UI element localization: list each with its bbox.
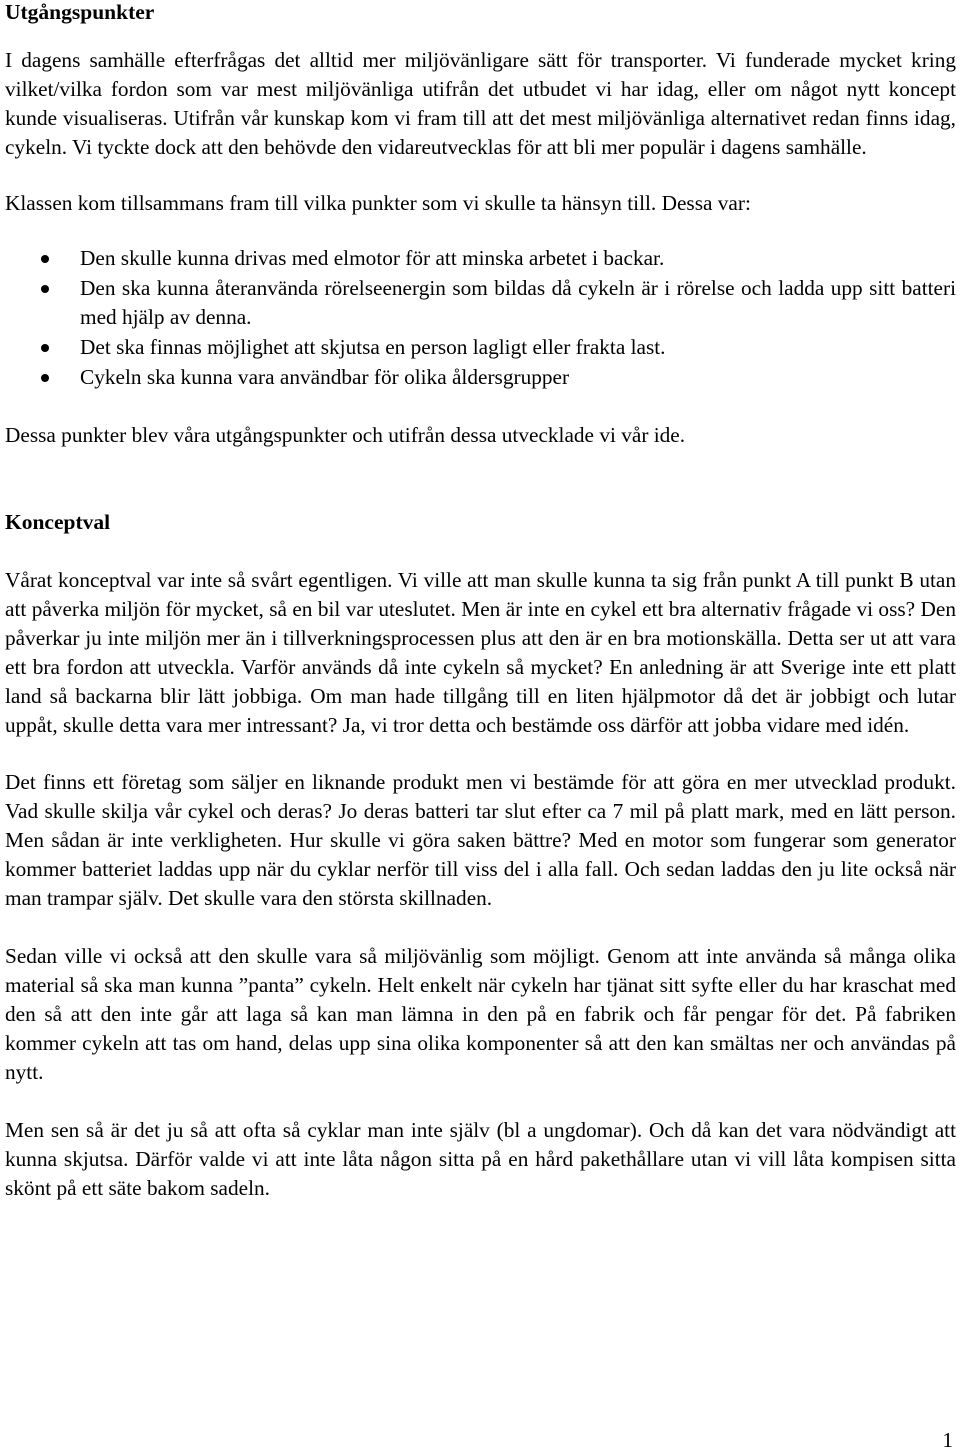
closing-paragraph: Dessa punkter blev våra utgångspunkter och utifrån dessa utvecklade vi vår ide. (5, 423, 686, 447)
bullet-icon (41, 374, 49, 382)
section-heading-utgangspunkter: Utgångspunkter (5, 0, 155, 24)
criteria-list (5, 244, 956, 392)
concept-paragraph: Men sen så är det ju så att ofta så cyklar man inte själv (bl a ungdomar). Och då kan det vara nödvändigt att kunna skjutsa. Därför valde vi att inte låta någon sitta på en hård pakethållare utan vi vill låta kompisen sitta skönt på ett säte bakom sadeln. (5, 1118, 956, 1200)
concept-paragraph: Det finns ett företag som säljer en liknande produkt men vi bestämde för att göra en mer utvecklad produkt. Vad skulle skilja vår cykel och deras? Jo deras batteri tar slut efter ca 7 mil på platt mark, med en lätt person. Men sådan är inte verkligheten. Hur skulle vi göra saken bättre? Med en motor som fungerar som generator kommer batteriet laddas upp när du cyklar nerför till viss del i alla fall. Och sedan laddas den ju lite också när man trampar själv. Det skulle vara den största skillnaden. (5, 770, 956, 910)
section-heading-konceptval: Konceptval (5, 510, 111, 534)
list-item-text: Den ska kunna återanvända rörelseenergin som bildas då cykeln är i rörelse och ladda upp sitt batteri med hjälp av denna. (80, 276, 956, 329)
list-item (5, 244, 956, 273)
list-item-text: Den skulle kunna drivas med elmotor för att minska arbetet i backar. (80, 246, 665, 270)
bullet-icon (41, 255, 49, 263)
concept-paragraph: Sedan ville vi också att den skulle vara så miljövänlig som möjligt. Genom att inte använda så många olika material så ska man kunna ”panta” cykeln. Helt enkelt när cykeln har tjänat sitt syfte eller du har kraschat med den så att den inte går att laga så kan man lämna in den på en fabrik och får pengar för det. På fabriken kommer cykeln att tas om hand, delas upp sina olika komponenter så att den kan smältas ner och användas på nytt. (5, 944, 956, 1084)
list-item (5, 333, 956, 362)
list-item-text: Cykeln ska kunna vara användbar för olika åldersgrupper (80, 365, 570, 389)
criteria-intro-paragraph: Klassen kom tillsammans fram till vilka punkter som vi skulle ta hänsyn till. Dessa var: (5, 191, 751, 215)
concept-paragraph: Vårat konceptval var inte så svårt egentligen. Vi ville att man skulle kunna ta sig från punkt A till punkt B utan att påverka miljön för mycket, så en bil var uteslutet. Men är inte en cykel ett bra alternativ frågade vi oss? Den påverkar ju inte miljön mer än i tillverkningsprocessen plus att den är en bra motionskälla. Detta ser ut att vara ett bra fordon att utveckla. Varför används då inte cykeln så mycket? En anledning är att Sverige inte ett platt land så backarna blir lätt jobbiga. Om man hade tillgång till en liten hjälpmotor då det är jobbigt och lutar uppåt, skulle detta vara mer intressant? Ja, vi tror detta och bestämde oss därför att jobba vidare med idén. (5, 568, 956, 737)
list-item-text: Det ska finnas möjlighet att skjutsa en person lagligt eller frakta last. (80, 335, 666, 359)
page-number: 1 (942, 1428, 953, 1452)
bullet-icon (41, 344, 49, 352)
document-body (5, 0, 956, 1203)
list-item (5, 363, 956, 392)
bullet-icon (41, 285, 49, 293)
list-item (5, 274, 956, 332)
intro-paragraph: I dagens samhälle efterfrågas det alltid mer miljövänligare sätt för transporter. Vi funderade mycket kring vilket/vilka fordon som var mest miljövänliga utifrån det utbudet vi har idag, eller om något nytt koncept kunde visualiseras. Utifrån vår kunskap kom vi fram till att det mest miljövänliga alternativet redan finns idag, cykeln. Vi tyckte dock att den behövde den vidareutvecklas för att bli mer populär i dagens samhälle. (5, 48, 956, 159)
